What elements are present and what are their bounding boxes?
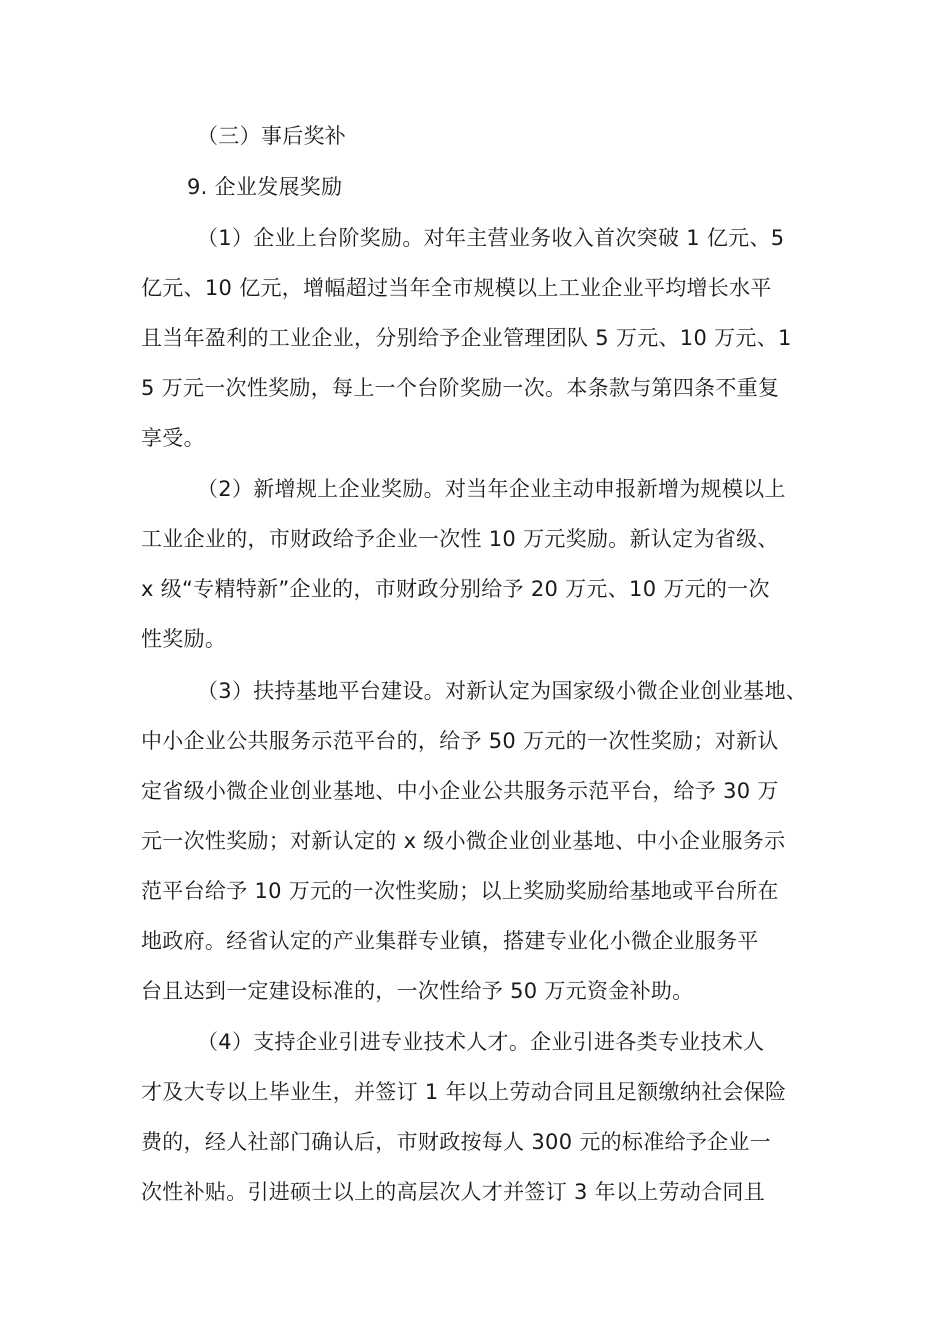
paragraph-line: 且当年盈利的工业企业，分别给予企业管理团队 5 万元、10 万元、1 (141, 326, 792, 350)
paragraph-line: （2）新增规上企业奖励。对当年企业主动申报新增为规模以上 (197, 477, 786, 501)
paragraph-line: 次性补贴。引进硕士以上的高层次人才并签订 3 年以上劳动合同且 (141, 1180, 766, 1204)
paragraph-line: 定省级小微企业创业基地、中小企业公共服务示范平台，给予 30 万 (141, 779, 779, 803)
paragraph-line: 工业企业的，市财政给予企业一次性 10 万元奖励。新认定为省级、 (141, 527, 779, 551)
paragraph-line: （4）支持企业引进专业技术人才。企业引进各类专业技术人 (197, 1030, 765, 1054)
paragraph-line: 台且达到一定建设标准的，一次性给予 50 万元资金补助。 (141, 979, 694, 1003)
paragraph-line: （1）企业上台阶奖励。对年主营业务收入首次突破 1 亿元、5 (197, 226, 785, 250)
paragraph-line: 元一次性奖励；对新认定的 x 级小微企业创业基地、中小企业服务示 (141, 829, 786, 853)
paragraph-line: 亿元、10 亿元，增幅超过当年全市规模以上工业企业平均增长水平 (141, 276, 772, 300)
paragraph-line: 中小企业公共服务示范平台的，给予 50 万元的一次性奖励；对新认 (141, 729, 779, 753)
paragraph-line: x 级“专精特新”企业的，市财政分别给予 20 万元、10 万元的一次 (141, 577, 770, 601)
paragraph-line: 享受。 (141, 426, 205, 450)
section-heading: （三）事后奖补 (197, 124, 347, 148)
paragraph-line: 费的，经人社部门确认后，市财政按每人 300 元的标准给予企业一 (141, 1130, 772, 1154)
subsection-heading: 9. 企业发展奖励 (187, 175, 343, 199)
paragraph-line: 范平台给予 10 万元的一次性奖励；以上奖励奖励给基地或平台所在 (141, 879, 779, 903)
paragraph-line: （3）扶持基地平台建设。对新认定为国家级小微企业创业基地、 (197, 679, 808, 703)
paragraph-line: 地政府。经省认定的产业集群专业镇，搭建专业化小微企业服务平 (141, 929, 759, 953)
paragraph-line: 才及大专以上毕业生，并签订 1 年以上劳动合同且足额缴纳社会保险 (141, 1080, 787, 1104)
paragraph-line: 性奖励。 (141, 627, 227, 651)
paragraph-line: 5 万元一次性奖励，每上一个台阶奖励一次。本条款与第四条不重复 (141, 376, 780, 400)
